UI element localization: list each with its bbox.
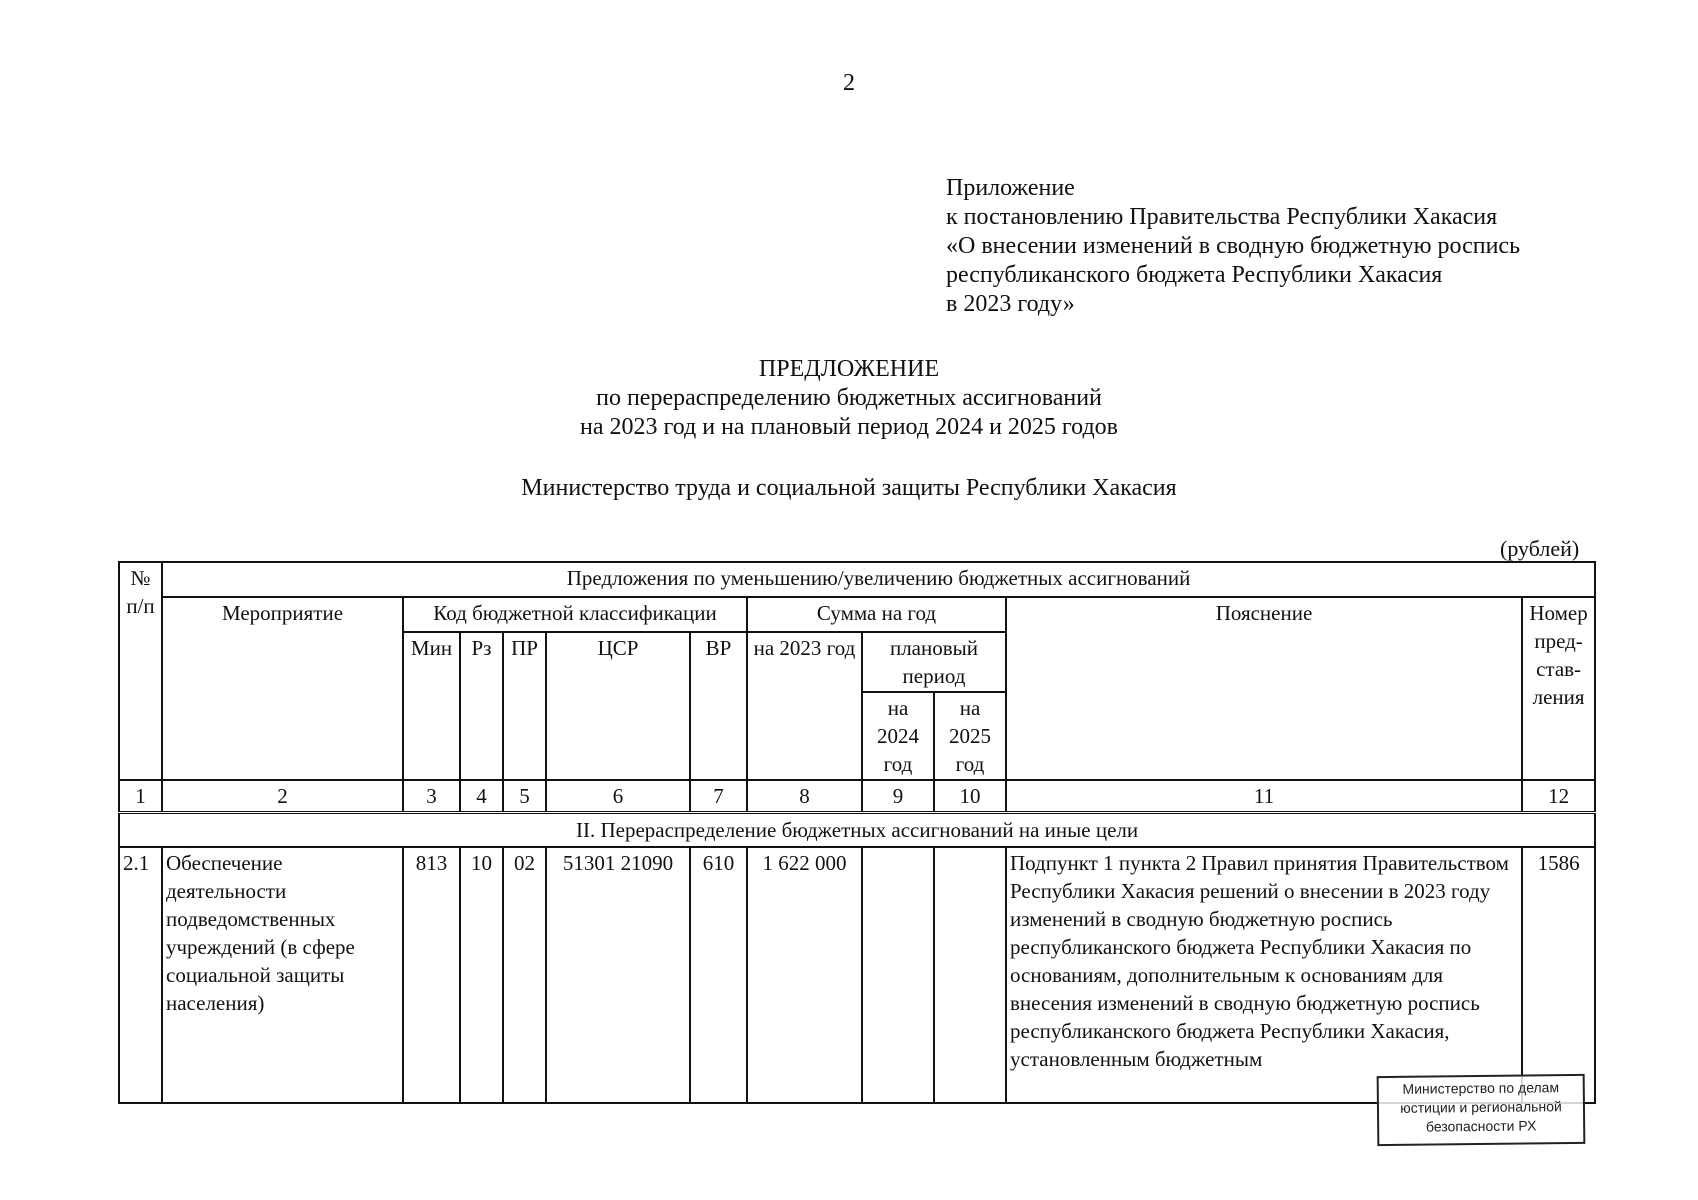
- header-csr: ЦСР: [546, 632, 690, 780]
- row-submission-no: 1586: [1522, 847, 1595, 1103]
- row-rz: 10: [460, 847, 503, 1103]
- column-number: 5: [503, 780, 546, 813]
- appendix-line: «О внесении изменений в сводную бюджетную роспись: [946, 233, 1521, 259]
- header-planned-period: плановый период: [862, 632, 1006, 692]
- document-title: [0, 355, 1698, 442]
- column-number: 2: [162, 780, 403, 813]
- ministry-name: Министерство труда и социальной защиты Республики Хакасия: [521, 475, 1177, 501]
- row-y2024: [862, 847, 934, 1103]
- row-y2023: 1 622 000: [747, 847, 862, 1103]
- header-vr: ВР: [690, 632, 747, 780]
- appendix-line: республиканского бюджета Республики Хакасия: [946, 262, 1443, 288]
- header-explanation: Пояснение: [1006, 597, 1522, 780]
- appendix-line: в 2023 году»: [946, 291, 1075, 317]
- header-pr: ПР: [503, 632, 546, 780]
- row-pr: 02: [503, 847, 546, 1103]
- registration-stamp: [1377, 1074, 1586, 1146]
- header-sum-year: Сумма на год: [747, 597, 1006, 632]
- column-number: 7: [690, 780, 747, 813]
- stamp-line: Министерство по делам: [1402, 1079, 1560, 1097]
- title-heading: ПРЕДЛОЖЕНИЕ: [758, 356, 940, 382]
- stamp-line: юстиции и региональной: [1400, 1098, 1562, 1116]
- header-measure: Мероприятие: [162, 597, 403, 780]
- row-explanation: Подпункт 1 пункта 2 Правил принятия Правительством Республики Хакасия решений о внесении в 2023 году изменений в сводную бюджетную роспись республиканского бюджета Республики Хакасия по основаниям, дополнительным к основаниям для внесения изменений в сводную бюджетную роспись республиканского бюджета Республики Хакасия, установленным бюджетным: [1006, 847, 1522, 1103]
- row-measure: Обеспечение деятельности подведомственных учреждений (в сфере социальной защиты населения): [162, 847, 403, 1103]
- header-min: Мин: [403, 632, 460, 780]
- column-number: 4: [460, 780, 503, 813]
- page-number: 2: [843, 70, 855, 96]
- row-csr: 51301 21090: [546, 847, 690, 1103]
- title-line: по перераспределению бюджетных ассигнований: [596, 385, 1102, 411]
- appendix-line: Приложение: [946, 175, 1075, 201]
- units-label: (рублей): [1500, 536, 1580, 561]
- header-y2023: на 2023 год: [747, 632, 862, 780]
- row-y2025: [934, 847, 1006, 1103]
- header-submission-no: Номер пред-став-ления: [1522, 597, 1595, 780]
- column-number: 11: [1006, 780, 1522, 813]
- title-line: на 2023 год и на плановый период 2024 и 2025 годов: [579, 414, 1119, 440]
- header-proposals: Предложения по уменьшению/увеличению бюджетных ассигнований: [162, 562, 1595, 597]
- column-number: 1: [119, 780, 162, 813]
- stamp-line: безопасности РХ: [1425, 1117, 1537, 1135]
- row-num: 2.1: [119, 847, 162, 1103]
- header-budget-code: Код бюджетной классификации: [403, 597, 747, 632]
- reallocation-table: [118, 561, 1596, 1104]
- column-number: 9: [862, 780, 934, 813]
- section-title: II. Перераспределение бюджетных ассигнований на иные цели: [119, 813, 1595, 848]
- row-min: 813: [403, 847, 460, 1103]
- column-numbers-row: [119, 780, 1595, 813]
- table-row: [119, 847, 1595, 1103]
- column-number: 6: [546, 780, 690, 813]
- header-y2025: на 2025 год: [934, 692, 1006, 780]
- row-vr: 610: [690, 847, 747, 1103]
- appendix-block: [946, 174, 1520, 319]
- header-rz: Рз: [460, 632, 503, 780]
- column-number: 12: [1522, 780, 1595, 813]
- header-y2024: на 2024 год: [862, 692, 934, 780]
- column-number: 8: [747, 780, 862, 813]
- column-number: 10: [934, 780, 1006, 813]
- appendix-line: к постановлению Правительства Республики Хакасия: [946, 204, 1498, 230]
- header-num: № п/п: [119, 562, 162, 780]
- column-number: 3: [403, 780, 460, 813]
